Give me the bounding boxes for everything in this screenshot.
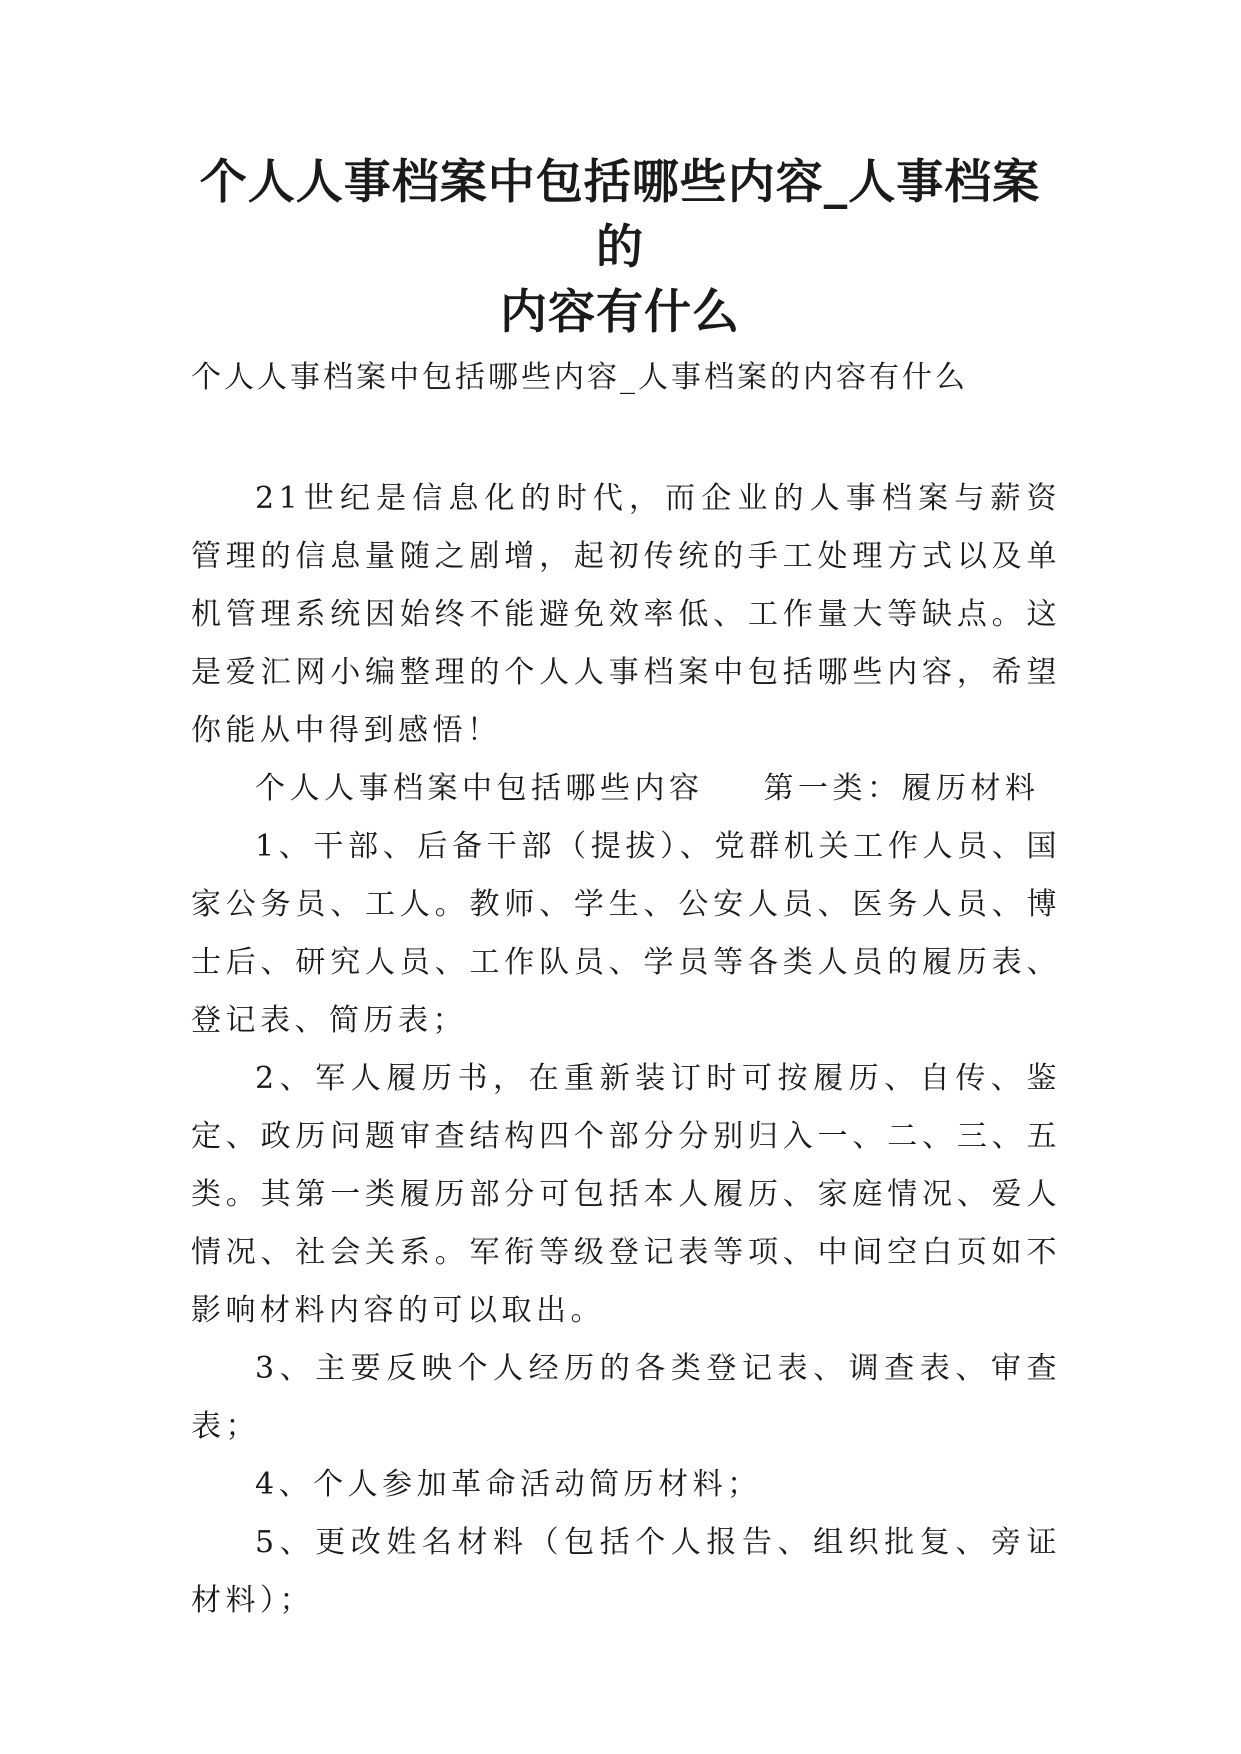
list-item: 3、主要反映个人经历的各类登记表、调查表、审查表； — [191, 1351, 1061, 1444]
section-heading-line — [191, 760, 1061, 818]
document-title — [180, 150, 1060, 345]
list-item: 1、干部、后备干部（提拔）、党群机关工作人员、国家公务员、工人。教师、学生、公安人员、医务人员、博士后、研究人员、工作队员、学员等各类人员的履历表、登记表、简历表； — [191, 829, 1061, 1038]
title-line-1: 个人人事档案中包括哪些内容_人事档案的 — [199, 155, 1041, 275]
document-body — [191, 470, 1061, 1630]
document-subtitle: 个人人事档案中包括哪些内容_人事档案的内容有什么 — [191, 360, 968, 395]
section-category: 第一类：履历材料 — [763, 771, 1040, 806]
list-item: 2、军人履历书，在重新装订时可按履历、自传、鉴定、政历问题审查结构四个部分分别归入一、二、三、五类。其第一类履历部分可包括本人履历、家庭情况、爱人情况、社会关系。军衔等级登记表等项、中间空白页如不影响材料内容的可以取出。 — [191, 1061, 1061, 1328]
list-item: 4、个人参加革命活动简历材料； — [255, 1467, 762, 1502]
title-line-2: 内容有什么 — [500, 285, 740, 340]
list-item: 5、更改姓名材料（包括个人报告、组织批复、旁证材料）； — [191, 1525, 1061, 1618]
section-heading: 个人人事档案中包括哪些内容 — [255, 771, 704, 806]
intro-paragraph: 21世纪是信息化的时代，而企业的人事档案与薪资管理的信息量随之剧增，起初传统的手工处理方式以及单机管理系统因始终不能避免效率低、工作量大等缺点。这是爱汇网小编整理的个人人事档案中包括哪些内容，希望你能从中得到感悟！ — [191, 481, 1061, 748]
